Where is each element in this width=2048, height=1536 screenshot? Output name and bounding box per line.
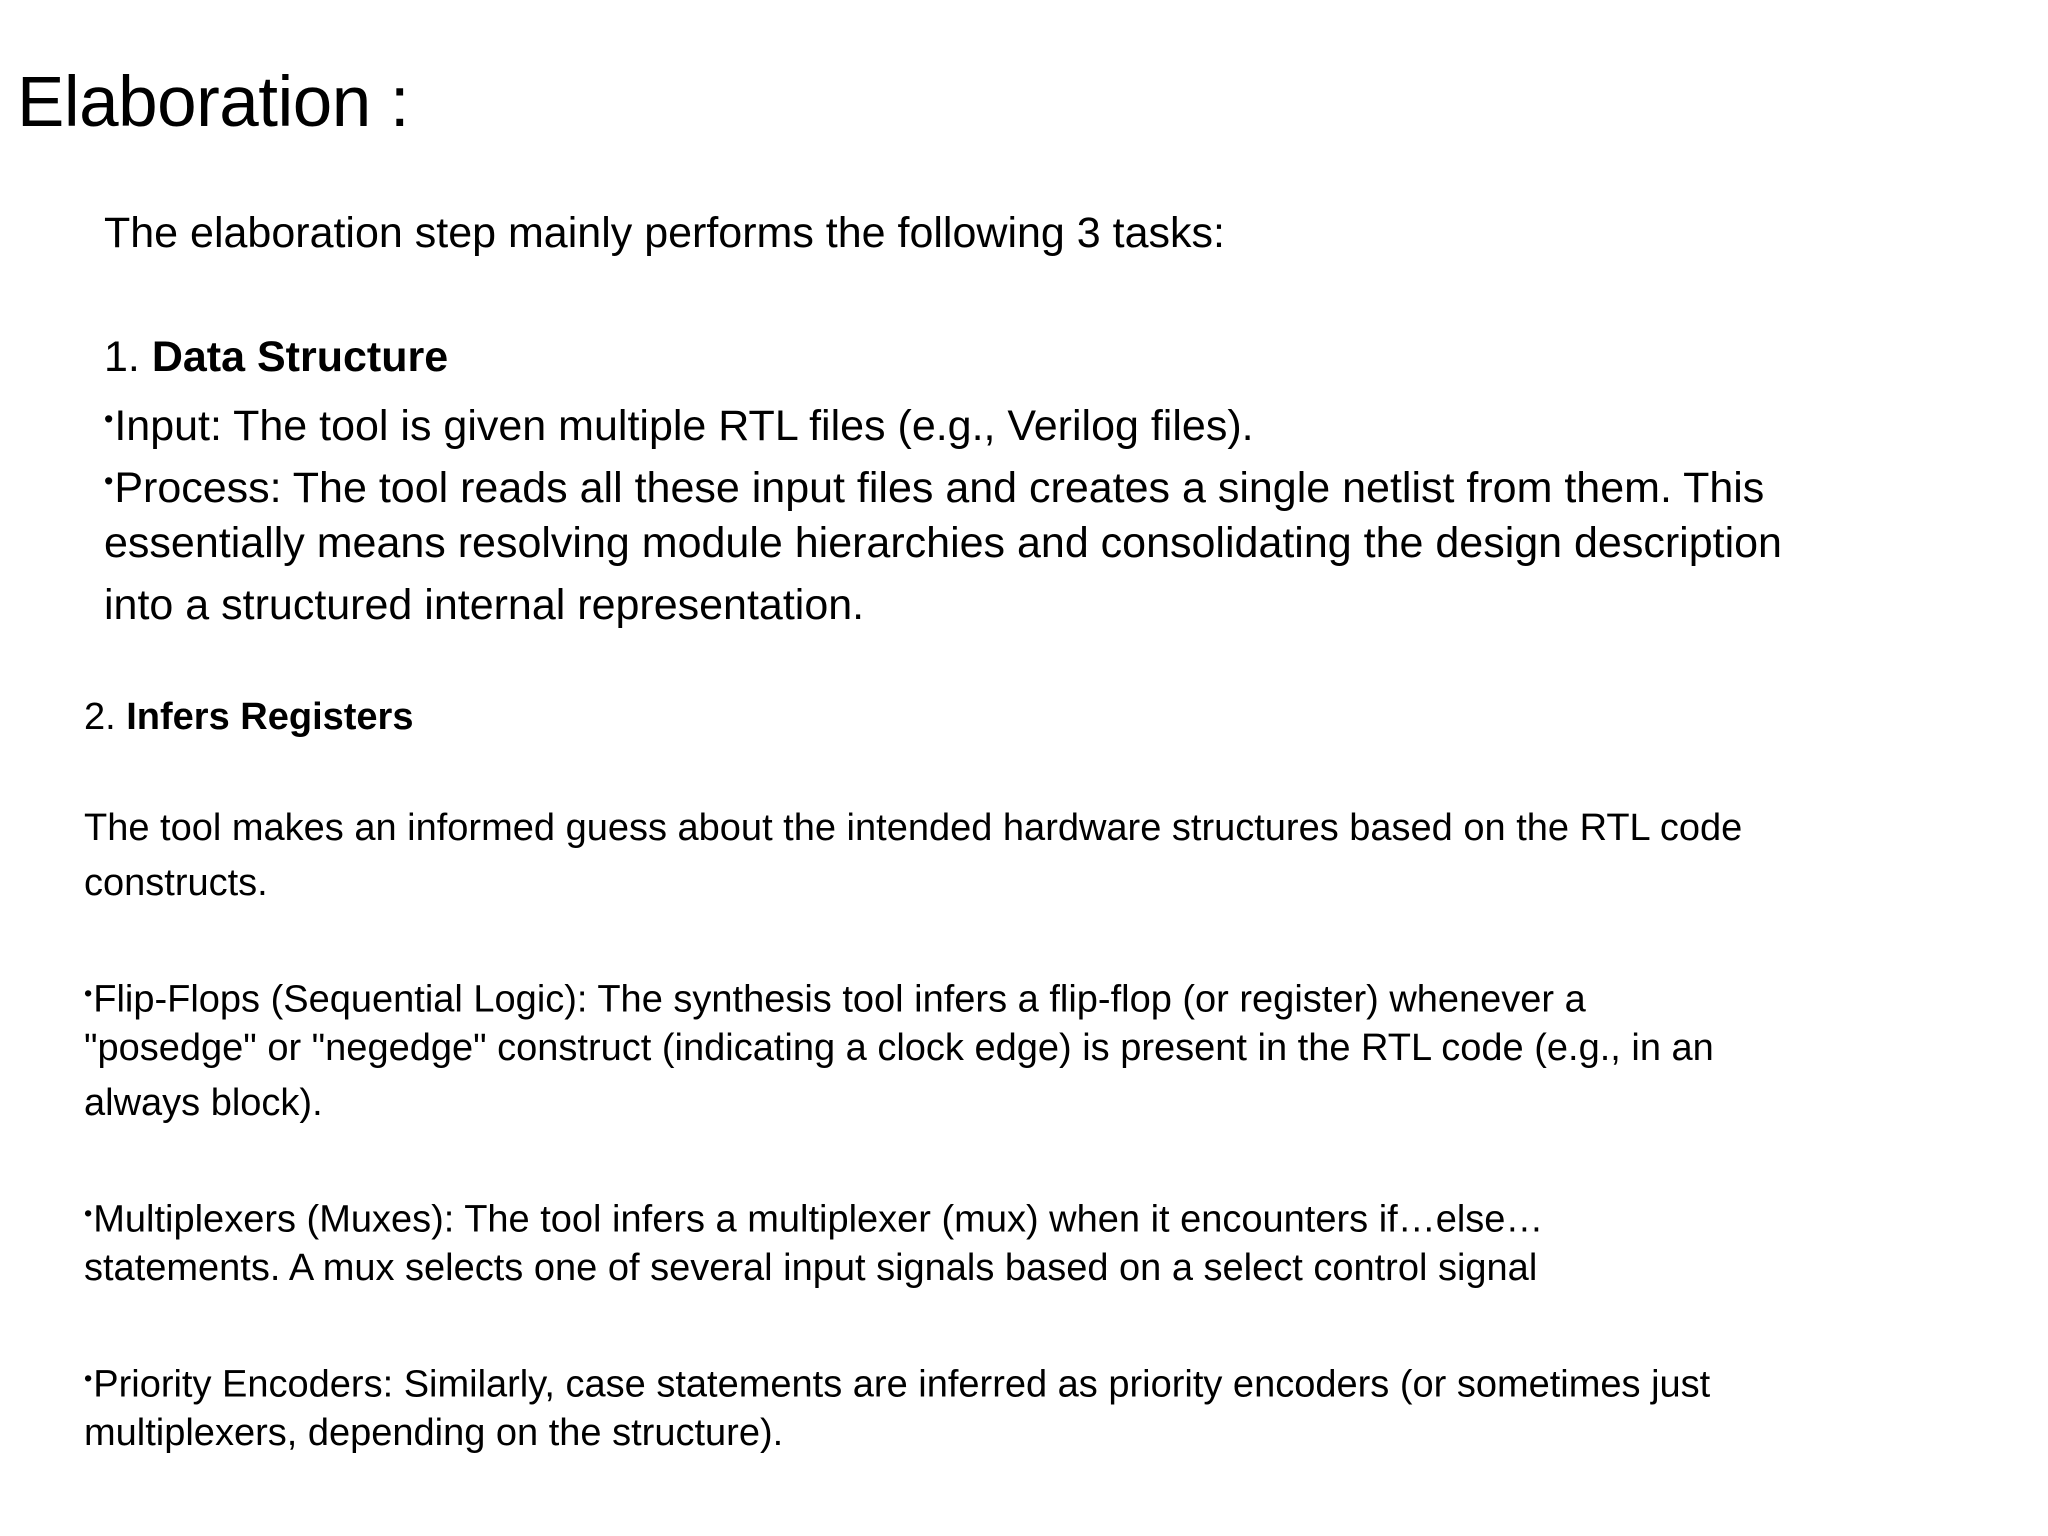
flipflops-bullet-line: [84, 966, 2004, 1021]
encoder-bullet-line: [84, 1351, 2004, 1406]
slide-title: Elaboration :: [17, 63, 410, 142]
bullet-icon: •: [84, 980, 93, 1006]
spacer: [84, 911, 2004, 966]
section-2-intro-line: constructs.: [84, 862, 268, 904]
flipflops-bullet-text: Flip-Flops (Sequential Logic): The synthesis tool infers a flip-flop (or register) whenever a: [93, 978, 1586, 1021]
section-1-heading: Data Structure: [151, 333, 449, 381]
encoder-continuation-line: multiplexers, depending on the structure).: [84, 1412, 784, 1454]
flipflops-continuation-line: "posedge" or "negedge" construct (indicating a clock edge) is present in the RTL code (e.g., in an: [84, 1027, 1714, 1069]
flipflops-continuation-line: always block).: [84, 1082, 323, 1124]
process-bullet-line: [104, 450, 2004, 512]
section-data-structure: [104, 202, 2004, 636]
spacer: [84, 1131, 2004, 1186]
bullet-icon: •: [84, 1365, 93, 1391]
process-continuation-line: essentially means resolving module hierarchies and consolidating the design description: [104, 519, 1782, 567]
spacer: [84, 1296, 2004, 1351]
mux-continuation-line: statements. A mux selects one of several input signals based on a select control signal: [84, 1247, 1538, 1289]
input-bullet-line: [104, 388, 2004, 450]
section-1-number: 1.: [104, 333, 152, 381]
mux-bullet-text: Multiplexers (Muxes): The tool infers a multiplexer (mux) when it encounters if…else…: [93, 1198, 1544, 1241]
section-1-heading-line: [104, 326, 2004, 388]
section-2-heading: Infers Registers: [126, 696, 414, 738]
process-bullet-text: Process: The tool reads all these input files and creates a single netlist from them. This: [114, 463, 1765, 512]
mux-bullet-line: [84, 1186, 2004, 1241]
spacer: [104, 264, 2004, 326]
section-2-number: 2.: [84, 696, 127, 738]
bullet-icon: •: [84, 1200, 93, 1226]
encoder-bullet-text: Priority Encoders: Similarly, case statements are inferred as priority encoders (or sometimes just: [93, 1363, 1711, 1406]
input-bullet-text: Input: The tool is given multiple RTL files (e.g., Verilog files).: [114, 401, 1254, 450]
intro-text: The elaboration step mainly performs the following 3 tasks:: [104, 209, 1225, 257]
process-continuation-line: into a structured internal representation.: [104, 581, 865, 629]
section-2-heading-line: [84, 690, 2004, 745]
bullet-icon: •: [104, 466, 114, 496]
bullet-icon: •: [104, 404, 114, 434]
section-2-intro-line: The tool makes an informed guess about the intended hardware structures based on the RTL code: [84, 807, 1743, 849]
section-infers-registers: [84, 690, 2004, 1461]
